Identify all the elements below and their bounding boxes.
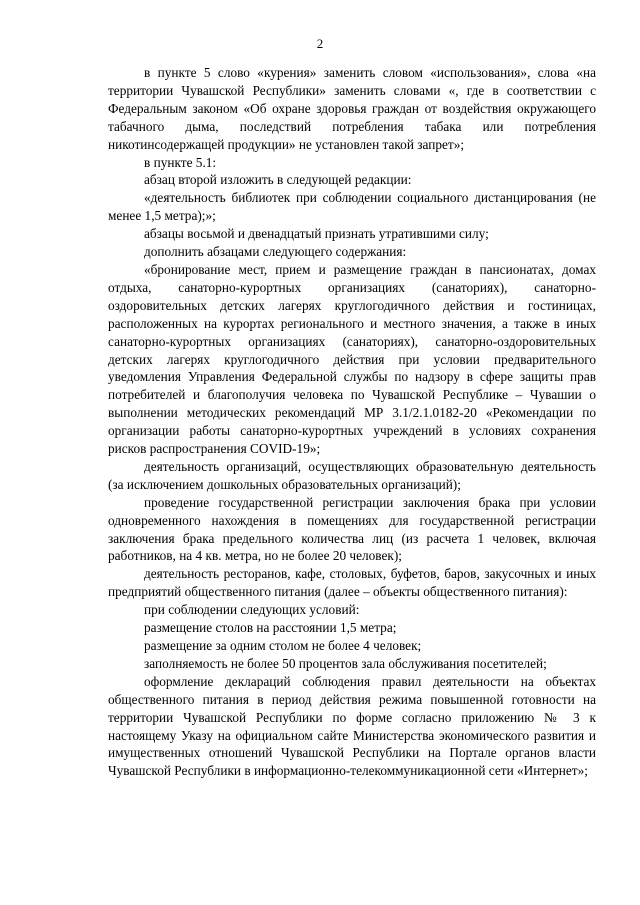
paragraph-biblioteki: «деятельность библиотек при соблюдении социального дистанцирования (не менее 1,5 метра);»; — [108, 190, 596, 224]
page-number: 2 — [316, 36, 324, 51]
paragraph-bronirovanie: «бронирование мест, прием и размещение граждан в пансионатах, домах отдыха, санаторно-курортных организациях (санаториях), санаторно-оздоровительных детских лагерях круглогодичного действия и гостиницах, расположенных на курортах регионального и местного значения, а также в иных санаторно-курортных организациях (санаториях), санаторно-оздоровительных детских лагерях круглогодичного действия при условии предварительного уведомления Управления Федеральной службы по надзору в сфере защиты прав потребителей и благополучия человека по Чувашской Республике – Чувашии о выполнении методических рекомендаций МР 3.1/2.1.0182-20 «Рекомендации по организации работы санаторно-курортных учреждений в условиях сохранения рисков распространения COVID-19»; — [108, 261, 596, 457]
paragraph-item-5: в пункте 5 слово «курения» заменить словом «использования», слова «на территории Чувашской Республики» заменить словами «, где в соответствии с Федеральным законом «Об охране здоровья граждан от воздействия окружающего табачного дыма, последствий потребления табака или потребления никотинсодержащей продукции» не установлен такой запрет»; — [108, 65, 596, 152]
paragraph-dopolnit: дополнить абзацами следующего содержания: — [144, 244, 407, 260]
paragraph-abzac-vtoroi: абзац второй изложить в следующей редакции: — [144, 172, 412, 188]
paragraph-abzacy-utrativshie: абзацы восьмой и двенадцатый признать утратившими силу; — [144, 226, 489, 242]
paragraph-registratsiya-braka: проведение государственной регистрации заключения брака при условии одновременного нахождения в помещениях для государственной регистрации заключения брака предельного количества лиц (из расчета 1 человек, включая работников, на 4 кв. метра, но не более 20 человек); — [108, 494, 596, 564]
paragraph-item-5-1: в пункте 5.1: — [144, 154, 217, 170]
paragraph-stoly-rasstoyanie: размещение столов на расстоянии 1,5 метра; — [144, 620, 397, 636]
paragraph-restorany: деятельность ресторанов, кафе, столовых, буфетов, баров, закусочных и иных предприятий общественного питания (далее – объекты общественного питания): — [108, 566, 596, 600]
paragraph-deklaratsii: оформление деклараций соблюдения правил деятельности на объектах общественного питания в период действия режима повышенной готовности на территории Чувашской Республики по форме согласно приложению № 3 к настоящему Указу на официальном сайте Министерства экономического развития и имущественных отношений Чувашской Республики на Портале органов власти Чувашской Республики в информационно-телекоммуникационной сети «Интернет»; — [108, 673, 596, 779]
document-body — [108, 64, 596, 780]
paragraph-usloviya: при соблюдении следующих условий: — [144, 602, 360, 618]
paragraph-zapolnyaemost: заполняемость не более 50 процентов зала обслуживания посетителей; — [144, 655, 547, 671]
paragraph-stol-4-cheloveka: размещение за одним столом не более 4 человек; — [144, 638, 422, 653]
paragraph-obrazovatelnaya: деятельность организаций, осуществляющих образовательную деятельность (за исключением дошкольных образовательных организаций); — [108, 458, 596, 492]
